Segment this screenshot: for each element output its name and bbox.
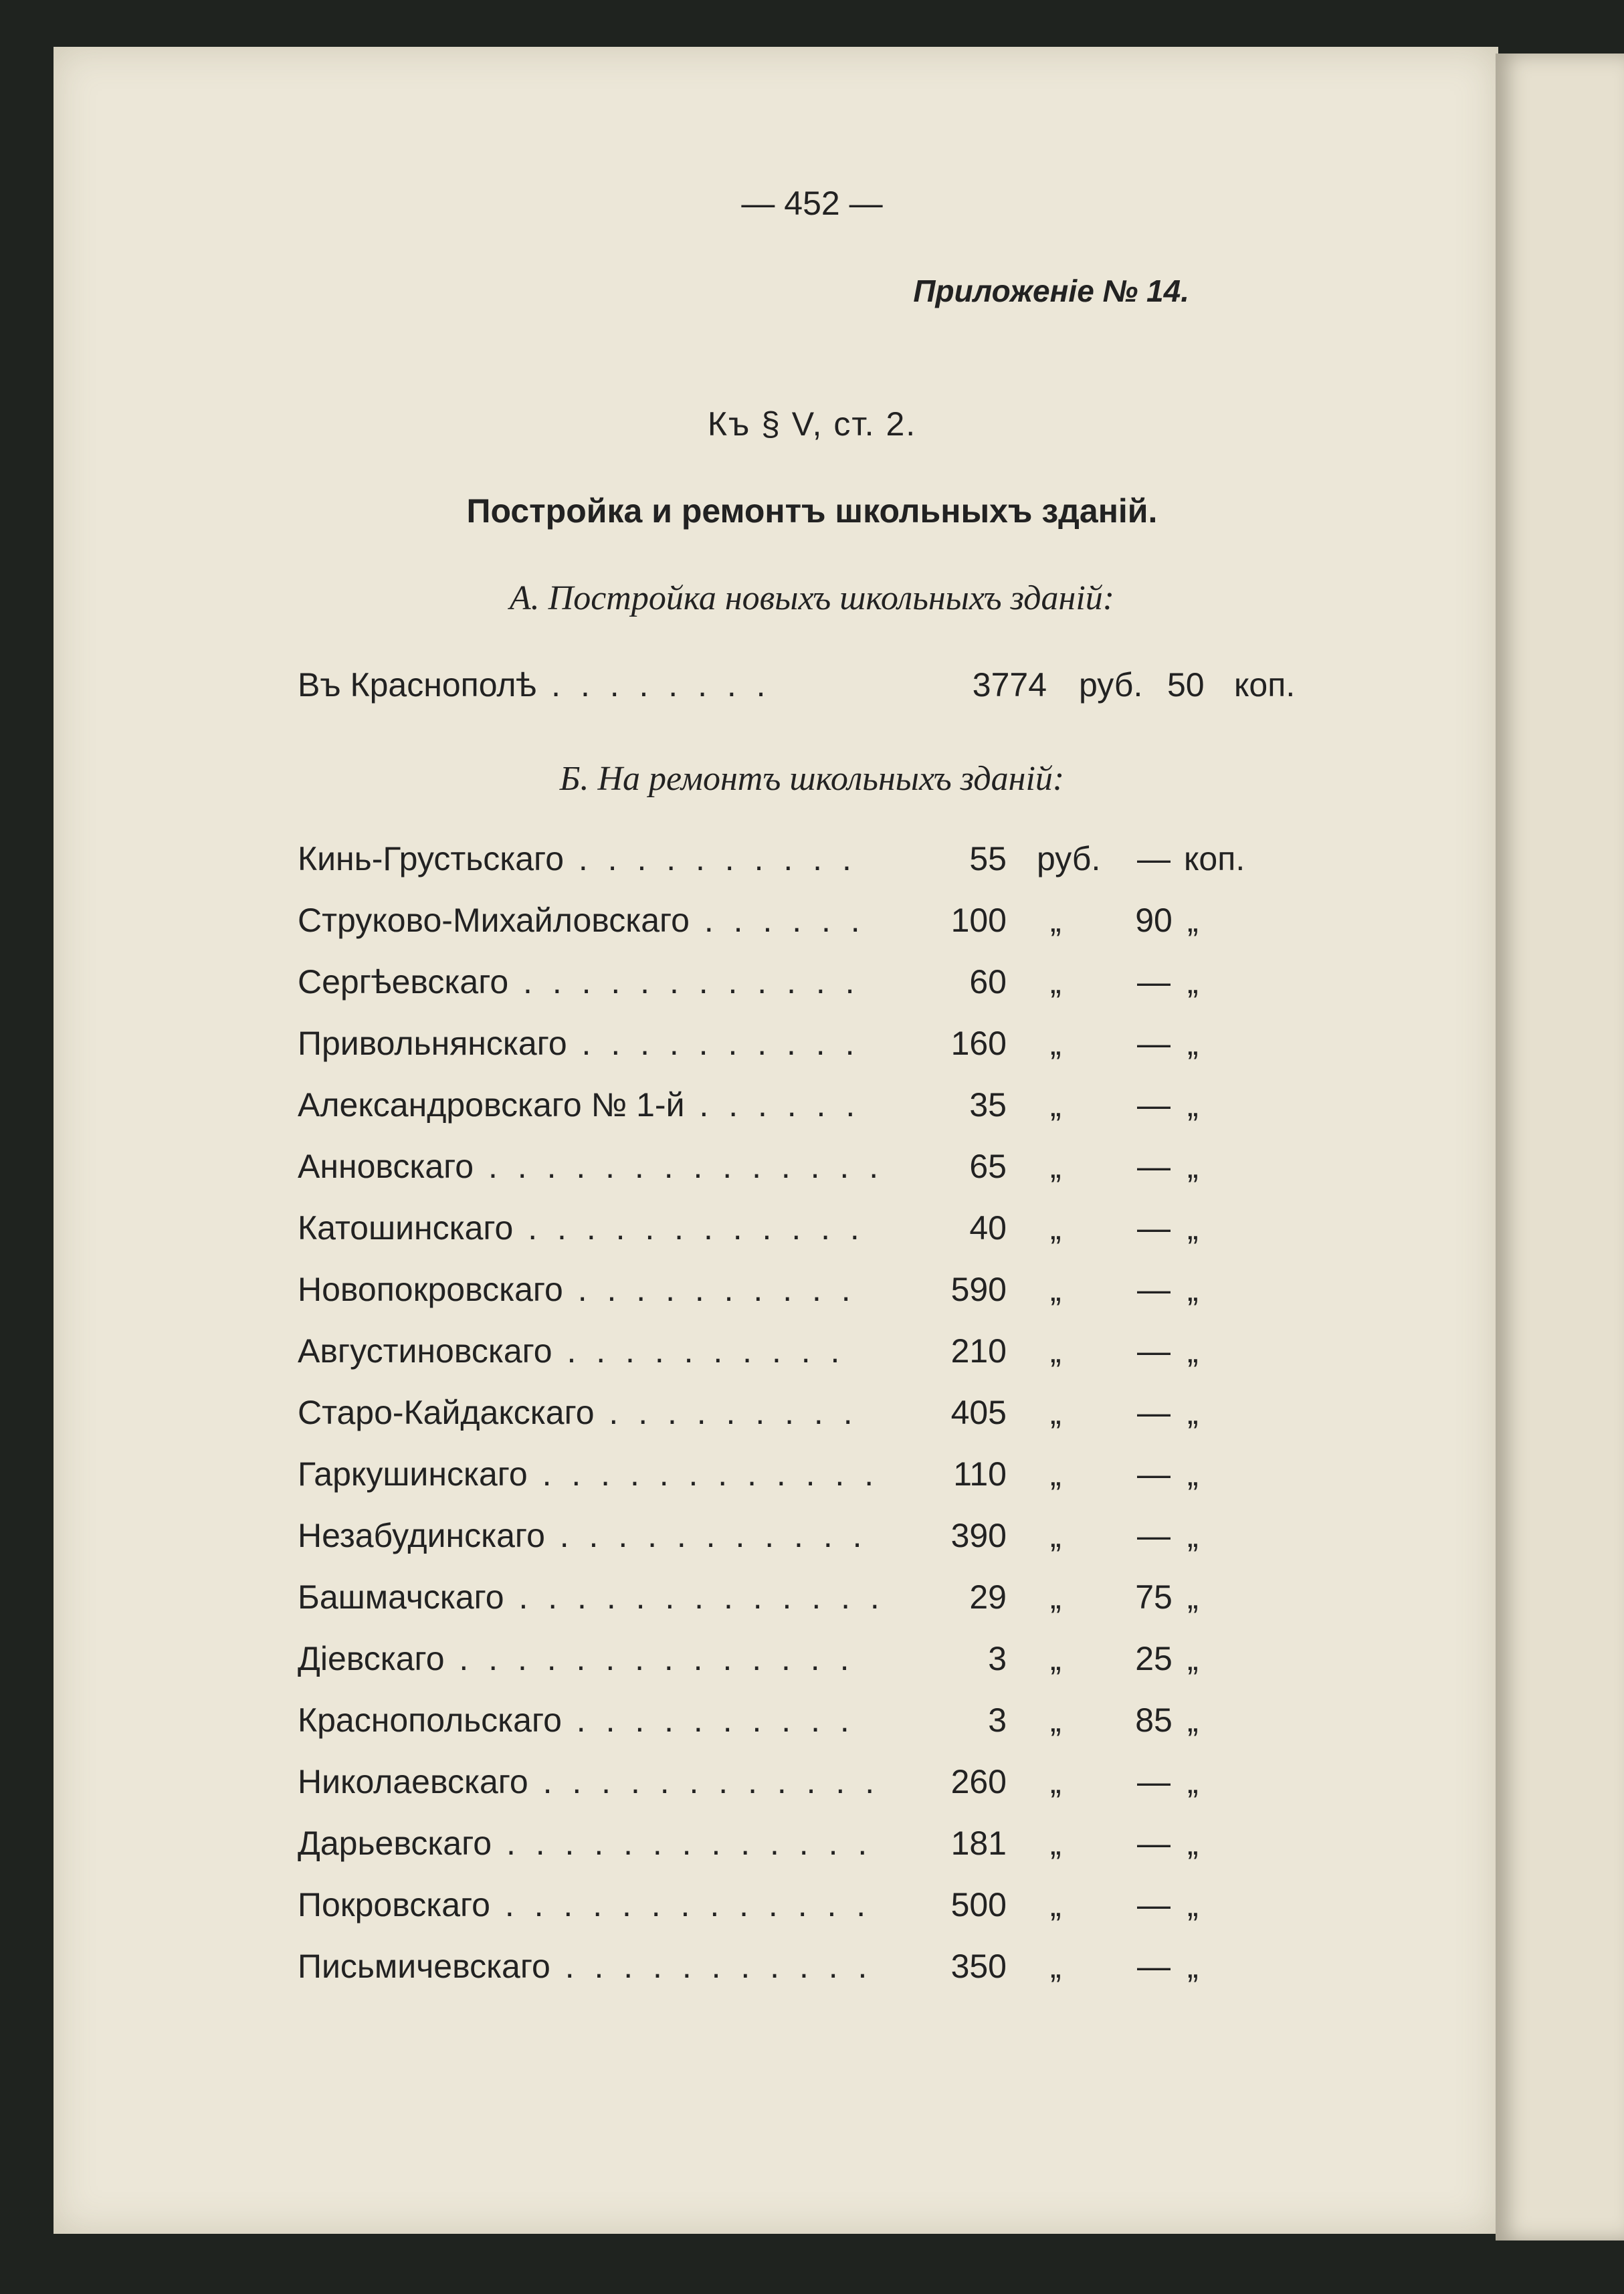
- kop-label: „: [1187, 1886, 1199, 1923]
- rub-amount: 350: [950, 1948, 1007, 1985]
- rub-amount: 500: [950, 1886, 1007, 1923]
- rub-label: „: [1050, 963, 1061, 1001]
- rub-amount: 100: [950, 902, 1007, 939]
- rub-label: „: [1050, 1886, 1061, 1923]
- rub-label: „: [1050, 1394, 1061, 1431]
- entry-name: Незабудинскаго . . . . . . . . . . .: [298, 1517, 868, 1554]
- kop-label: „: [1187, 1086, 1199, 1124]
- kop-label: „: [1187, 1394, 1199, 1431]
- entry-name: Дарьевскаго . . . . . . . . . . . . .: [298, 1824, 873, 1862]
- table-row: [298, 1393, 1267, 1440]
- appendix-label: Приложеніе № 14.: [913, 274, 1189, 308]
- kop-amount: —: [1137, 1332, 1171, 1370]
- kop-label: „: [1187, 1148, 1199, 1185]
- table-row: [298, 1762, 1267, 1809]
- kop-amount: —: [1137, 1148, 1171, 1185]
- kop-label: „: [1187, 1209, 1199, 1247]
- entry-name: Струково-Михайловскаго . . . . . .: [298, 902, 866, 939]
- kop-label: „: [1187, 1455, 1199, 1493]
- entry-name: Старо-Кайдакскаго . . . . . . . . .: [298, 1394, 858, 1431]
- rub-amount: 210: [950, 1332, 1007, 1370]
- rub-label: „: [1050, 1025, 1061, 1062]
- kop-amount: —: [1137, 1948, 1171, 1985]
- kop-amount: 50: [1167, 666, 1205, 704]
- entry-name: Александровскаго № 1-й . . . . . .: [298, 1086, 861, 1124]
- rub-label: „: [1050, 1086, 1061, 1124]
- rub-label: руб.: [1079, 666, 1143, 704]
- kop-label: „: [1187, 1701, 1199, 1739]
- entry-name: Августиновскаго . . . . . . . . . .: [298, 1332, 845, 1370]
- table-row: [298, 1270, 1267, 1317]
- rub-amount: 110: [953, 1455, 1007, 1493]
- table-row: [298, 1885, 1267, 1932]
- entry-name: Письмичевскаго . . . . . . . . . . .: [298, 1948, 873, 1985]
- kop-amount: —: [1137, 1271, 1171, 1308]
- kop-label: „: [1187, 1763, 1199, 1800]
- table-row: [298, 1701, 1267, 1748]
- rub-label: „: [1050, 1148, 1061, 1185]
- kop-amount: 85: [1135, 1701, 1173, 1739]
- rub-amount: 181: [950, 1824, 1007, 1862]
- rub-amount: 40: [969, 1209, 1007, 1247]
- table-row: [298, 1639, 1267, 1686]
- rub-amount: 260: [950, 1763, 1007, 1800]
- rub-label: „: [1050, 1948, 1061, 1985]
- table-row: [298, 1024, 1267, 1071]
- entry-name: Сергѣевскаго . . . . . . . . . . . .: [298, 963, 860, 1001]
- kop-label: „: [1187, 1517, 1199, 1554]
- kop-label: „: [1187, 902, 1199, 939]
- rub-amount: 60: [969, 963, 1007, 1001]
- entry-name: Діевскаго . . . . . . . . . . . . . .: [298, 1640, 855, 1677]
- kop-label: коп.: [1234, 666, 1296, 704]
- rub-label: руб.: [1037, 840, 1101, 877]
- table-row: [298, 1332, 1267, 1378]
- entry-name: Николаевскаго . . . . . . . . . . . .: [298, 1763, 880, 1800]
- kop-label: „: [1187, 1824, 1199, 1862]
- rub-label: „: [1050, 1517, 1061, 1554]
- entry-name: Покровскаго . . . . . . . . . . . . .: [298, 1886, 872, 1923]
- rub-amount: 160: [950, 1025, 1007, 1062]
- page-title: Постройка и ремонтъ школьныхъ зданій.: [466, 492, 1158, 530]
- rub-label: „: [1050, 902, 1061, 939]
- entry-name: Башмачскаго . . . . . . . . . . . . .: [298, 1578, 885, 1616]
- entry-name: Въ Краснополѣ . . . . . . . .: [298, 666, 771, 704]
- entry-name: Новопокровскаго . . . . . . . . . .: [298, 1271, 856, 1308]
- page-number: — 452 —: [741, 185, 883, 222]
- adjacent-page-edge: [1496, 54, 1624, 2240]
- rub-amount: 3774: [972, 666, 1047, 704]
- table-row: [298, 1947, 1267, 1994]
- kop-label: „: [1187, 1640, 1199, 1677]
- table-row: [298, 1578, 1267, 1625]
- entry-name: Привольнянскаго . . . . . . . . . .: [298, 1025, 860, 1062]
- kop-label: „: [1187, 1271, 1199, 1308]
- kop-amount: —: [1137, 1455, 1171, 1493]
- rub-amount: 590: [950, 1271, 1007, 1308]
- table-row: [298, 1824, 1267, 1871]
- rub-label: „: [1050, 1271, 1061, 1308]
- kop-amount: —: [1137, 1824, 1171, 1862]
- entry-name: Гаркушинскаго . . . . . . . . . . . .: [298, 1455, 880, 1493]
- kop-amount: —: [1137, 1517, 1171, 1554]
- rub-label: „: [1050, 1332, 1061, 1370]
- table-row: [298, 1209, 1267, 1255]
- kop-amount: —: [1137, 1086, 1171, 1124]
- table-row: [298, 962, 1267, 1009]
- rub-amount: 390: [950, 1517, 1007, 1554]
- table-row: [298, 1455, 1267, 1501]
- kop-amount: —: [1137, 840, 1171, 877]
- rub-amount: 65: [969, 1148, 1007, 1185]
- rub-label: „: [1050, 1640, 1061, 1677]
- kop-label: „: [1187, 1948, 1199, 1985]
- table-row: [298, 901, 1267, 948]
- rub-label: „: [1050, 1763, 1061, 1800]
- rub-amount: 405: [950, 1394, 1007, 1431]
- section-reference: Къ § V, ст. 2.: [707, 405, 917, 443]
- rub-label: „: [1050, 1455, 1061, 1493]
- new-building-row: [298, 665, 1296, 712]
- kop-label: „: [1187, 963, 1199, 1001]
- kop-amount: —: [1137, 1209, 1171, 1247]
- entry-name: Катошинскаго . . . . . . . . . . . .: [298, 1209, 865, 1247]
- rub-label: „: [1050, 1209, 1061, 1247]
- kop-label: „: [1187, 1578, 1199, 1616]
- table-row: [298, 1147, 1267, 1194]
- kop-amount: 25: [1135, 1640, 1173, 1677]
- entry-name: Анновскаго . . . . . . . . . . . . . .: [298, 1148, 884, 1185]
- kop-label: „: [1187, 1025, 1199, 1062]
- kop-amount: 75: [1135, 1578, 1173, 1616]
- kop-label: коп.: [1184, 840, 1245, 877]
- kop-label: „: [1187, 1332, 1199, 1370]
- kop-amount: 90: [1135, 902, 1173, 939]
- rub-amount: 55: [969, 840, 1007, 877]
- table-row: [298, 1516, 1267, 1563]
- table-row: [298, 839, 1267, 886]
- subtitle-new-buildings: А. Постройка новыхъ школьныхъ зданій:: [509, 579, 1115, 617]
- rub-amount: 29: [969, 1578, 1007, 1616]
- rub-label: „: [1050, 1701, 1061, 1739]
- table-row: [298, 1085, 1267, 1132]
- kop-amount: —: [1137, 1394, 1171, 1431]
- entry-name: Краснопольскаго . . . . . . . . . .: [298, 1701, 855, 1739]
- entry-name: Кинь-Грустьскаго . . . . . . . . . .: [298, 840, 857, 877]
- rub-label: „: [1050, 1824, 1061, 1862]
- kop-amount: —: [1137, 1763, 1171, 1800]
- rub-amount: 3: [988, 1640, 1007, 1677]
- subtitle-repairs: Б. На ремонтъ школьныхъ зданій:: [559, 760, 1065, 798]
- rub-label: „: [1050, 1578, 1061, 1616]
- kop-amount: —: [1137, 963, 1171, 1001]
- kop-amount: —: [1137, 1886, 1171, 1923]
- rub-amount: 35: [969, 1086, 1007, 1124]
- kop-amount: —: [1137, 1025, 1171, 1062]
- rub-amount: 3: [988, 1701, 1007, 1739]
